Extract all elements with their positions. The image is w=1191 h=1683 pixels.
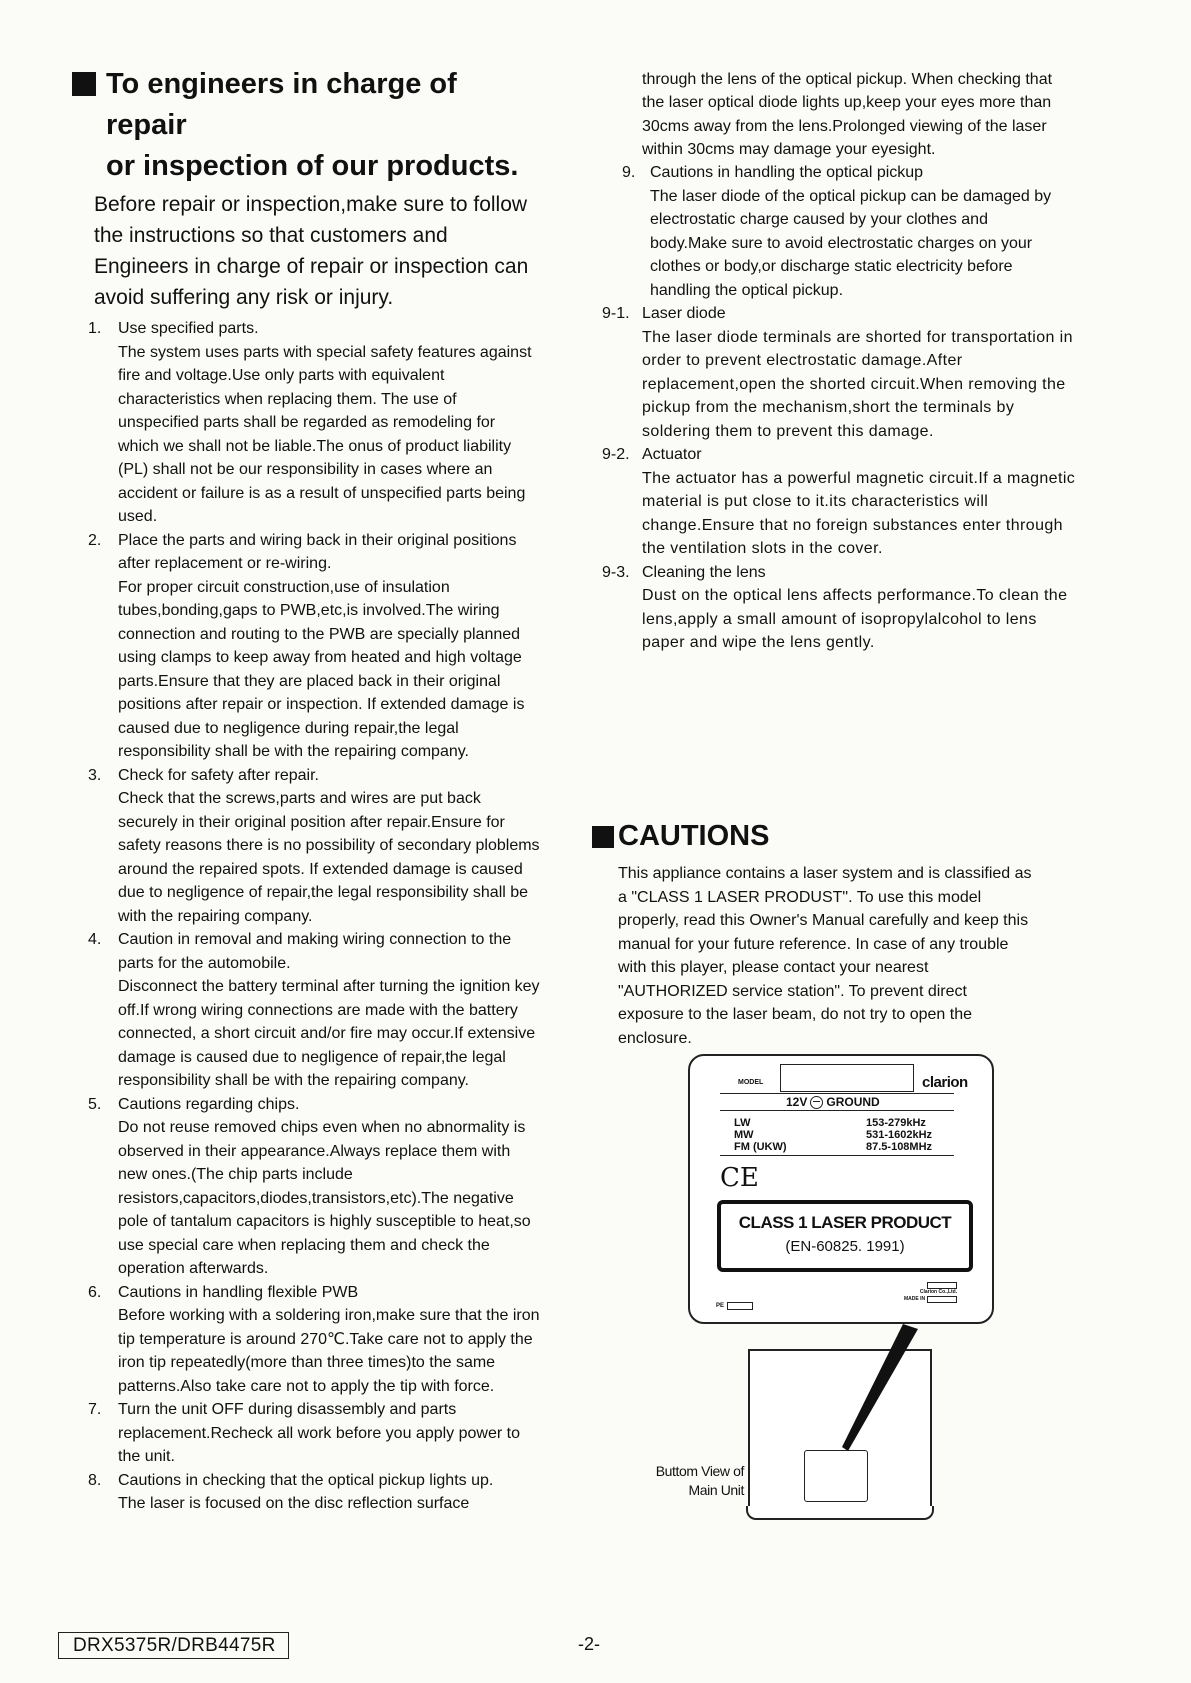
- item-title: Cautions in handling flexible PWB: [118, 1283, 359, 1301]
- item-body: Check that the screws,parts and wires are put back securely in their original position after repair.Ensure for safety reasons there is no possibility of secondary ploblems around the repaired spots. If extended damage is caused due to negligence of repair,the legal responsibility shall be with the repairing company.: [118, 790, 540, 925]
- list-item: [70, 317, 540, 529]
- item-title: Caution in removal and making wiring connection to the parts for the automobile.: [118, 931, 512, 972]
- list-item: [70, 764, 540, 929]
- list-item: [622, 161, 1066, 302]
- freq-mw: 531-1602kHz: [866, 1129, 933, 1141]
- list-item: [70, 1281, 540, 1399]
- laser-class-box: [717, 1200, 973, 1272]
- negative-ground-icon: [810, 1096, 823, 1109]
- item-title: Turn the unit OFF during disassembly and parts replacement.Recheck all work before you apply power to the unit.: [118, 1401, 520, 1465]
- sub-item-body: The laser diode terminals are shorted for transportation in order to prevent electrostatic damage.After replacement,open the shorted circuit.When removing the pickup from the mechanism,short the terminals by soldering them to prevent this damage.: [642, 328, 1073, 440]
- sub-item-number: 9-1.: [602, 305, 630, 323]
- cautions-heading: [592, 820, 769, 853]
- page-number: -2-: [578, 1634, 600, 1654]
- band-mw: MW: [734, 1129, 754, 1141]
- sub-item-body: Dust on the optical lens affects performance.To clean the lens,apply a small amount of isopropylalcohol to lens paper and wipe the lens gently.: [642, 587, 1068, 652]
- cautions-heading-text: CAUTIONS: [618, 820, 770, 852]
- list-item: [70, 928, 540, 1093]
- heading-bullet-icon: [592, 826, 614, 848]
- divider: [720, 1093, 954, 1094]
- item-body: The laser diode of the optical pickup can be damaged by electrostatic charge caused by your clothes and body.Make sure to avoid electrostatic charges on your clothes or body,or discharge static electricity before handling the optical pickup.: [650, 187, 1052, 299]
- laser-class-title: CLASS 1 LASER PRODUCT: [738, 1213, 952, 1232]
- label-location-window: [804, 1450, 868, 1502]
- brand-logo: clarion: [922, 1074, 968, 1091]
- item-number: 4.: [88, 931, 102, 948]
- sub-item-body: The actuator has a powerful magnetic circuit.If a magnetic material is put close to it.its characteristics will change.Ensure that no foreign substances enter through the ventilation slots in the cover.: [642, 469, 1076, 558]
- laser-class-standard: (EN-60825. 1991): [785, 1238, 905, 1255]
- main-heading-line1: To engineers in charge of repair: [106, 68, 457, 141]
- item-number: 8.: [88, 1471, 102, 1489]
- item-number: 7.: [88, 1401, 102, 1418]
- sub-item-title: Actuator: [642, 446, 702, 464]
- item-number: 6.: [88, 1283, 102, 1301]
- list-item: [70, 529, 540, 764]
- sub-item: [602, 443, 1080, 561]
- cautions-paragraph: This appliance contains a laser system and is classified as a "CLASS 1 LASER PRODUST". To use this model properly, read this Owner's Manual carefully and keep this manual for your future reference. In case of any trouble with this player, please contact your nearest "AUTHORIZED service station". To prevent direct exposure to the laser beam, do not try to open the enclosure.: [618, 865, 1032, 1047]
- sub-item-title: Laser diode: [642, 305, 726, 323]
- item-number: 5.: [88, 1095, 102, 1113]
- main-heading: [70, 64, 540, 187]
- main-unit-base: [746, 1506, 934, 1520]
- item-body: Before working with a soldering iron,make sure that the iron tip temperature is around 270℃.Take care not to apply the iron tip repeatedly(more than three times)to the same patterns.Also take care not to apply the tip with force.: [118, 1307, 540, 1395]
- model-box: [780, 1064, 914, 1092]
- item-title: Cautions in checking that the optical pickup lights up.: [118, 1471, 494, 1489]
- divider: [720, 1155, 954, 1156]
- divider: [720, 1110, 954, 1111]
- item-title: Use specified parts.: [118, 320, 259, 337]
- intro-paragraph: Before repair or inspection,make sure to follow the instructions so that customers and Engineers in charge of repair or inspection can avoid suffering any risk or injury.: [94, 193, 529, 309]
- item-number: 1.: [88, 320, 102, 337]
- band-lw: LW: [734, 1117, 751, 1129]
- main-heading-line2: or inspection of our products.: [106, 150, 519, 182]
- footer-model-number: DRX5375R/DRB4475R: [58, 1632, 289, 1659]
- maker-info: Clarion Co.,Ltd. MADE IN: [904, 1282, 957, 1303]
- item-title: Check for safety after repair.: [118, 766, 319, 784]
- item-body: Disconnect the battery terminal after turning the ignition key off.If wrong wiring connections are made with the battery connected, a short circuit and/or fire may occur.If extensive damage is caused due to negligence of repair,the legal responsibility shall be with the repairing company.: [118, 978, 540, 1089]
- left-column: [70, 64, 540, 1516]
- item8-continuation: through the lens of the optical pickup. When checking that the laser optical diode lights up,keep your eyes more than 30cms away from the lens.Prolonged viewing of the laser within 30cms may damage your eyesight.: [642, 71, 1053, 158]
- list-item: [70, 1398, 540, 1469]
- item-body: The system uses parts with special safety features against fire and voltage.Use only parts with equivalent characteristics when replacing them. The use of unspecified parts shall be regarded as remodeling for which we shall not be liable.The onus of product liability (PL) shall not be our responsibility in cases where an accident or failure is as a result of unspecified parts being used.: [118, 343, 532, 525]
- list-item: [70, 1469, 540, 1516]
- item-number: 9.: [622, 164, 636, 182]
- item-title: Cautions in handling the optical pickup: [650, 164, 924, 182]
- sub-item: [602, 302, 1080, 443]
- figure-caption: Buttom View of Main Unit: [655, 1463, 744, 1498]
- ground-spec: 12V GROUND: [786, 1095, 880, 1109]
- sub-item-number: 9-2.: [602, 446, 630, 464]
- freq-fm: 87.5-108MHz: [866, 1141, 933, 1153]
- item-number: 3.: [88, 766, 102, 784]
- sub-item-title: Cleaning the lens: [642, 563, 766, 581]
- sub-item: [602, 561, 1080, 655]
- instruction-list: [70, 317, 540, 1516]
- item-body: The laser is focused on the disc reflection surface: [118, 1495, 470, 1512]
- item-body: For proper circuit construction,use of insulation tubes,bonding,gaps to PWB,etc,is involved.The wiring connection and routing to the PWB are specially planned using clamps to keep away from heated and high voltage parts.Ensure that they are placed back in their original positions after repair or inspection. If extended damage is caused due to negligence during repair,the legal responsibility shall be with the repairing company.: [118, 578, 525, 760]
- item-title: Place the parts and wiring back in their original positions after replacement or re-wiring.: [118, 531, 517, 572]
- pe-tag: PE: [716, 1302, 753, 1310]
- sub-item-number: 9-3.: [602, 563, 630, 581]
- ce-mark: CE: [720, 1163, 759, 1193]
- model-tag: MODEL: [738, 1079, 764, 1086]
- list-item: [70, 1093, 540, 1281]
- item-body: Do not reuse removed chips even when no abnormality is observed in their appearance.Always replace them with new ones.(The chip parts include resistors,capacitors,diodes,transistors,etc).The negative pole of tantalum capacitors is highly susceptible to heat,so use special care when replacing them and check the operation afterwards.: [118, 1119, 531, 1277]
- freq-lw: 153-279kHz: [866, 1117, 926, 1129]
- product-label: [688, 1054, 994, 1324]
- item-title: Cautions regarding chips.: [118, 1095, 300, 1113]
- item-number: 2.: [88, 531, 102, 549]
- band-fm: FM (UKW): [734, 1141, 787, 1153]
- right-column: [602, 68, 1076, 655]
- heading-bullet-icon: [72, 72, 96, 96]
